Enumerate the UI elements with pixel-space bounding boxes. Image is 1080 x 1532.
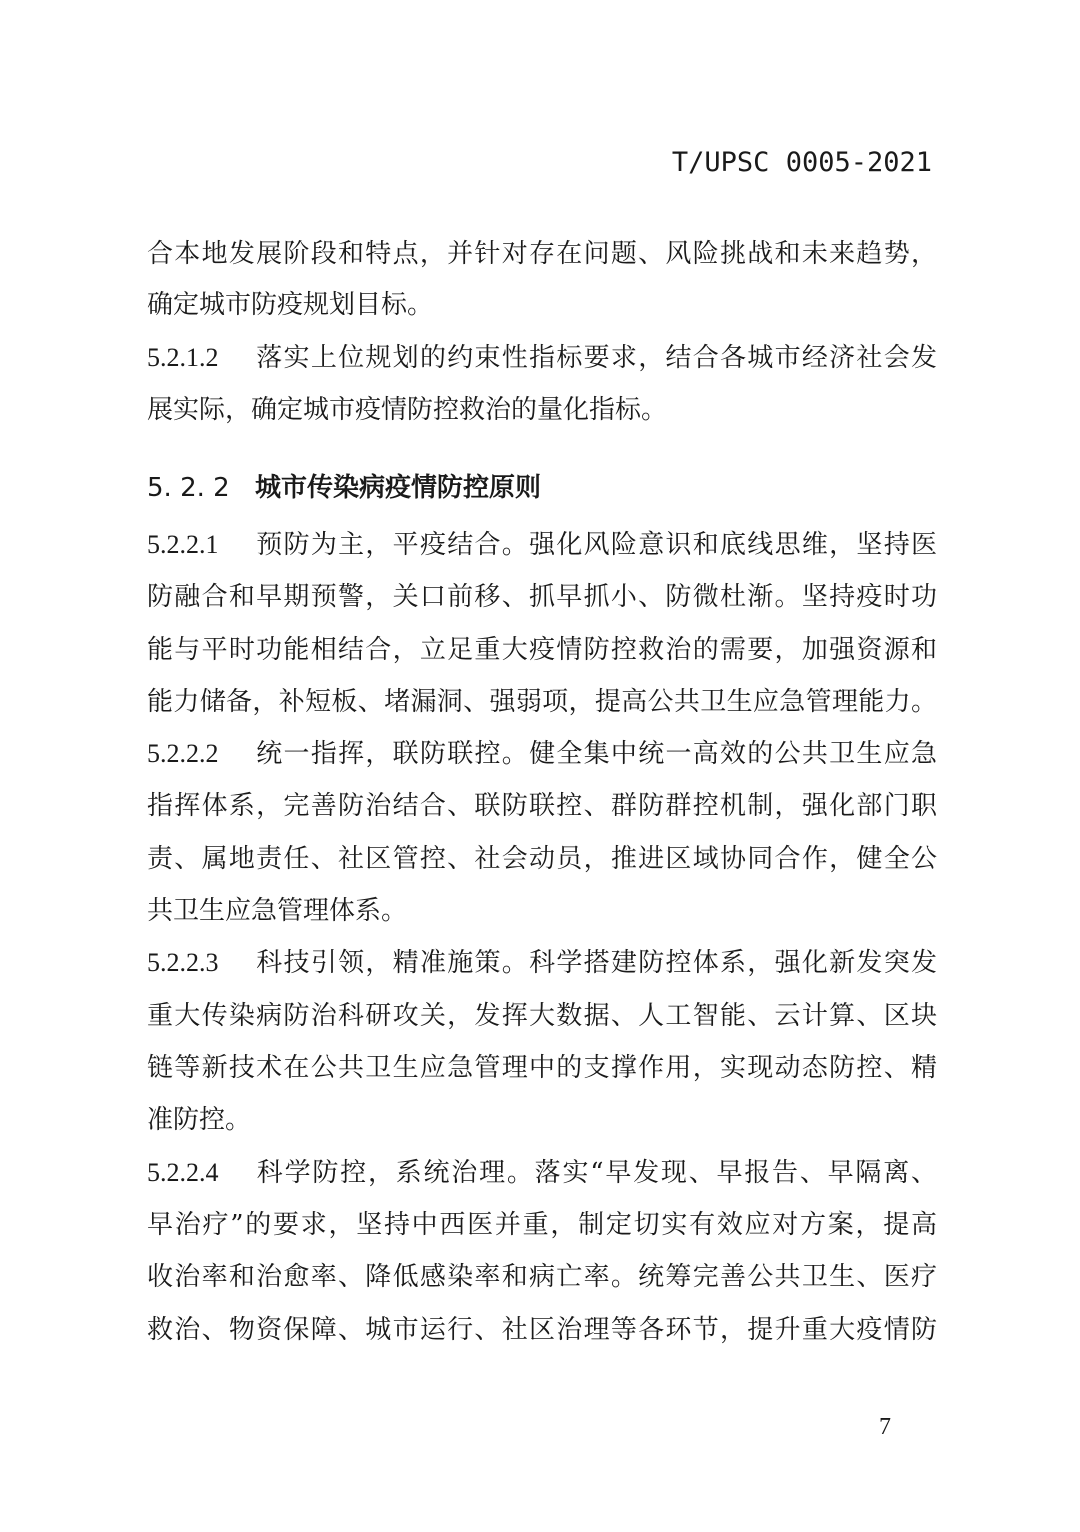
body-line: 共卫生应急管理体系。 <box>147 896 408 926</box>
standard-code: T/UPSC 0005-2021 <box>671 147 932 178</box>
clause-number: 5.2.2.1 <box>147 530 219 559</box>
body-line: 能与平时功能相结合，立足重大疫情防控救治的需要，加强资源和 <box>147 635 937 665</box>
body-line: 链等新技术在公共卫生应急管理中的支撑作用，实现动态防控、精 <box>147 1053 937 1083</box>
clause-number: 5.2.1.2 <box>147 343 219 372</box>
body-line: 确定城市防疫规划目标。 <box>147 290 434 320</box>
body-line: 责、属地责任、社区管控、社会动员，推进区域协同合作，健全公 <box>147 844 937 874</box>
clause-5-2-2-2: 5.2.2.2 统一指挥，联防联控。健全集中统一高效的公共卫生应急 <box>147 736 937 772</box>
body-line: 重大传染病防治科研攻关，发挥大数据、人工智能、云计算、区块 <box>147 1001 937 1031</box>
body-line: 早治疗”的要求，坚持中西医并重，制定切实有效应对方案，提高 <box>147 1210 937 1240</box>
clause-number: 5.2.2.2 <box>147 739 219 768</box>
body-line: 展实际，确定城市疫情防控救治的量化指标。 <box>147 395 668 425</box>
body-line: 收治率和治愈率、降低感染率和病亡率。统筹完善公共卫生、医疗 <box>147 1262 937 1292</box>
clause-5-2-2-1: 5.2.2.1 预防为主，平疫结合。强化风险意识和底线思维，坚持医 <box>147 527 937 563</box>
page-number: 7 <box>879 1414 891 1440</box>
clause-number: 5.2.2.3 <box>147 948 219 977</box>
body-line: 救治、物资保障、城市运行、社区治理等各环节，提升重大疫情防 <box>147 1315 937 1345</box>
body-line: 能力储备，补短板、堵漏洞、强弱项，提高公共卫生应急管理能力。 <box>147 687 937 717</box>
clause-5-2-2-4: 5.2.2.4 科学防控，系统治理。落实“早发现、早报告、早隔离、 <box>147 1155 937 1191</box>
body-line: 准防控。 <box>147 1105 252 1135</box>
clause-number: 5.2.2.4 <box>147 1158 219 1187</box>
section-heading-5-2-2: 5. 2. 2 城市传染病疫情防控原则 <box>147 470 937 506</box>
clause-5-2-2-3: 5.2.2.3 科技引领，精准施策。科学搭建防控体系，强化新发突发 <box>147 945 937 981</box>
clause-5-2-1-2: 5.2.1.2 落实上位规划的约束性指标要求，结合各城市经济社会发 <box>147 340 937 376</box>
body-line: 防融合和早期预警，关口前移、抓早抓小、防微杜渐。坚持疫时功 <box>147 582 937 612</box>
body-line: 指挥体系，完善防治结合、联防联控、群防群控机制，强化部门职 <box>147 791 937 821</box>
body-line: 合本地发展阶段和特点，并针对存在问题、风险挑战和未来趋势， <box>147 239 937 269</box>
section-number: 5. 2. 2 <box>147 473 230 503</box>
